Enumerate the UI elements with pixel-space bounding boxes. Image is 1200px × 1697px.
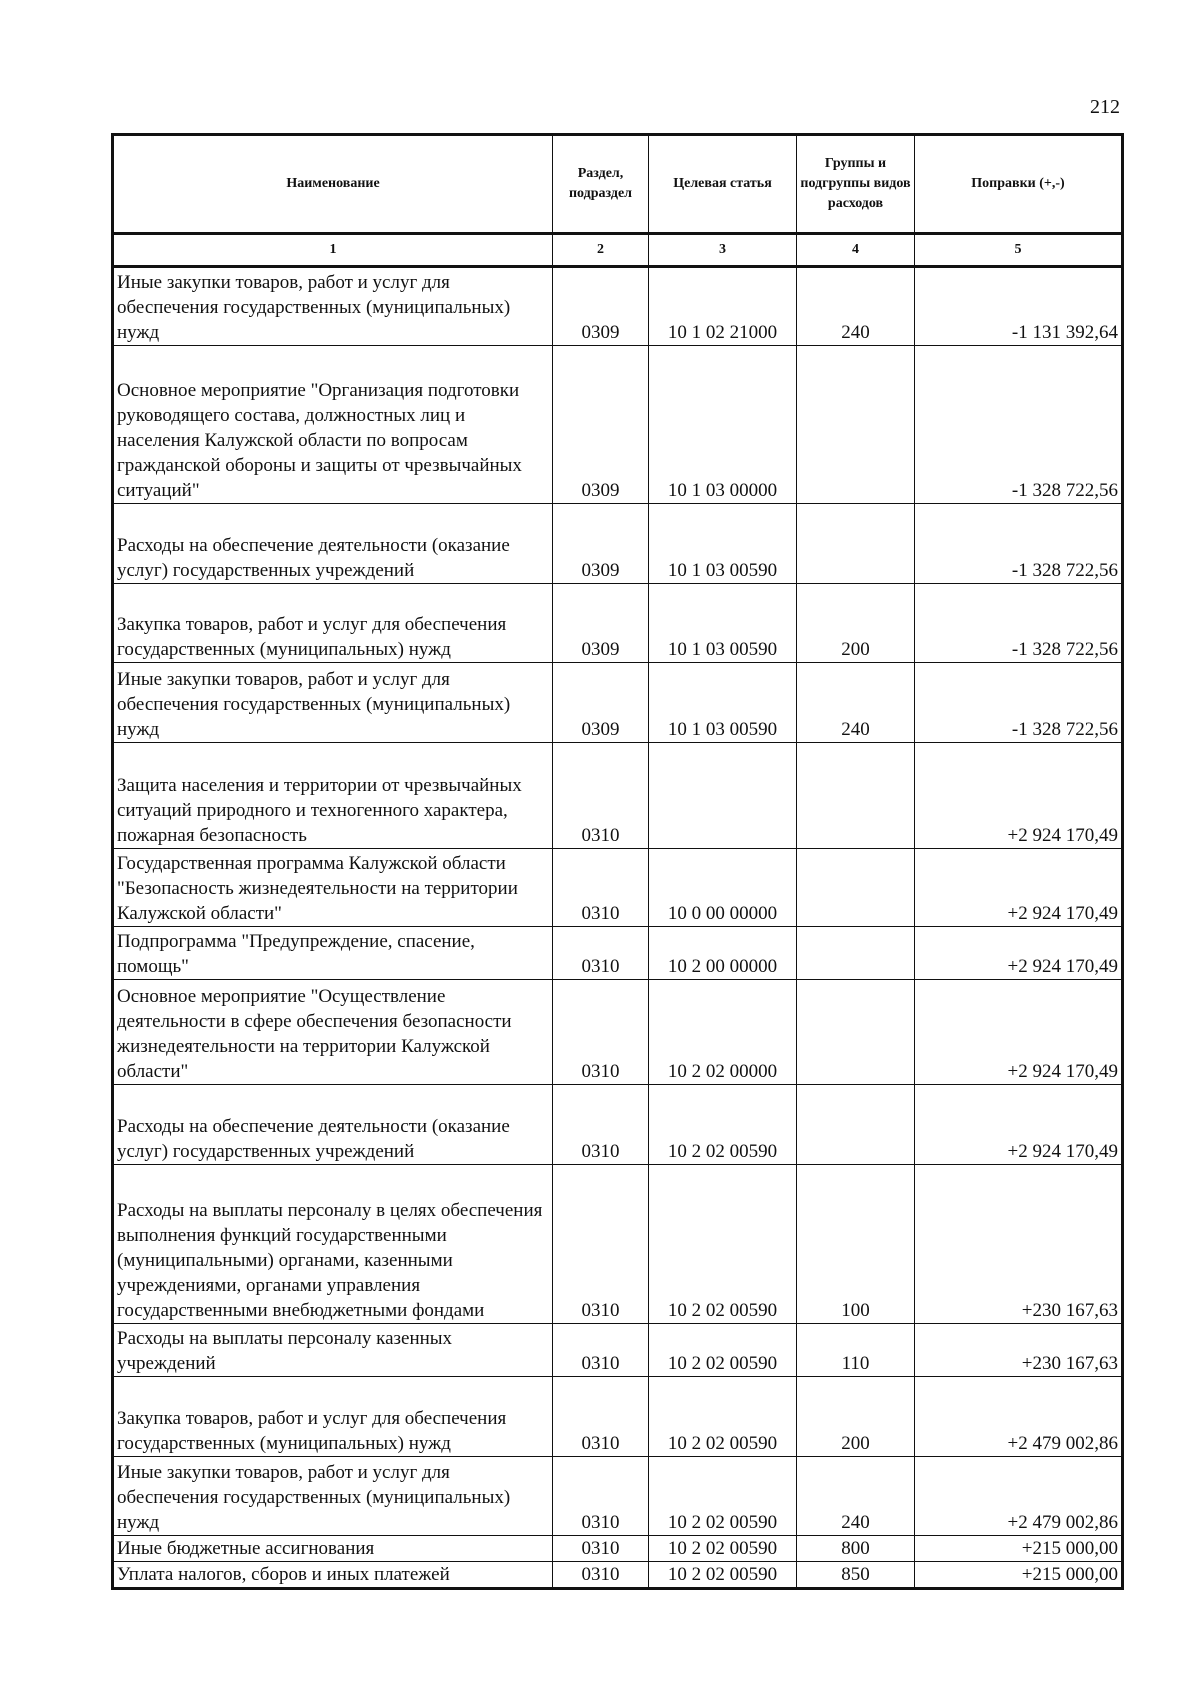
row-name: Закупка товаров, работ и услуг для обеспечения государственных (муниципальных) нужд — [113, 1377, 553, 1457]
row-section: 0310 — [553, 1324, 649, 1377]
row-name: Иные закупки товаров, работ и услуг для обеспечения государственных (муниципальных) нужд — [113, 1457, 553, 1536]
table-row — [113, 743, 1123, 849]
table-row — [113, 1324, 1123, 1377]
row-target: 10 2 02 00590 — [649, 1165, 797, 1324]
table-row — [113, 1536, 1123, 1562]
row-target — [649, 743, 797, 849]
row-amount: +2 924 170,49 — [915, 743, 1123, 849]
row-target: 10 2 02 00590 — [649, 1085, 797, 1165]
column-number: 2 — [553, 234, 649, 267]
row-group: 200 — [797, 584, 915, 663]
row-group — [797, 1085, 915, 1165]
row-group: 240 — [797, 1457, 915, 1536]
row-section: 0309 — [553, 584, 649, 663]
row-target: 10 1 03 00590 — [649, 663, 797, 743]
row-name: Расходы на обеспечение деятельности (оказание услуг) государственных учреждений — [113, 504, 553, 584]
row-section: 0310 — [553, 1457, 649, 1536]
row-section: 0310 — [553, 1562, 649, 1589]
column-number: 3 — [649, 234, 797, 267]
row-name: Основное мероприятие "Организация подготовки руководящего состава, должностных лиц и населения Калужской области по вопросам гражданской обороны и защиты от чрезвычайных ситуаций" — [113, 346, 553, 504]
row-name: Защита населения и территории от чрезвычайных ситуаций природного и техногенного характера, пожарная безопасность — [113, 743, 553, 849]
row-target: 10 0 00 00000 — [649, 849, 797, 927]
row-section: 0310 — [553, 849, 649, 927]
row-amount: +2 924 170,49 — [915, 927, 1123, 980]
row-name: Расходы на выплаты персоналу казенных учреждений — [113, 1324, 553, 1377]
row-amount: +2 479 002,86 — [915, 1457, 1123, 1536]
table-row — [113, 1457, 1123, 1536]
row-name: Подпрограмма "Предупреждение, спасение, помощь" — [113, 927, 553, 980]
column-number: 5 — [915, 234, 1123, 267]
table-row — [113, 849, 1123, 927]
row-target: 10 2 02 00000 — [649, 980, 797, 1085]
row-name: Государственная программа Калужской области "Безопасность жизнедеятельности на территории Калужской области" — [113, 849, 553, 927]
header-name: Наименование — [113, 135, 553, 234]
row-section: 0310 — [553, 980, 649, 1085]
row-amount: -1 328 722,56 — [915, 663, 1123, 743]
row-amount: +230 167,63 — [915, 1324, 1123, 1377]
row-section: 0309 — [553, 504, 649, 584]
column-number-row — [113, 234, 1123, 267]
row-group — [797, 927, 915, 980]
row-group: 850 — [797, 1562, 915, 1589]
row-group — [797, 743, 915, 849]
row-section: 0310 — [553, 1085, 649, 1165]
row-amount: +2 924 170,49 — [915, 849, 1123, 927]
row-group — [797, 346, 915, 504]
row-target: 10 1 03 00590 — [649, 584, 797, 663]
row-target: 10 1 02 21000 — [649, 267, 797, 346]
row-section: 0310 — [553, 1165, 649, 1324]
header-target: Целевая статья — [649, 135, 797, 234]
row-section: 0310 — [553, 743, 649, 849]
header-row — [113, 135, 1123, 234]
row-amount: +215 000,00 — [915, 1562, 1123, 1589]
row-name: Расходы на выплаты персоналу в целях обеспечения выполнения функций государственными (муниципальными) органами, казенными учреждениями, органами управления государственными внебюджетными фондами — [113, 1165, 553, 1324]
row-name: Иные бюджетные ассигнования — [113, 1536, 553, 1562]
row-group: 800 — [797, 1536, 915, 1562]
row-section: 0310 — [553, 1536, 649, 1562]
row-group: 240 — [797, 267, 915, 346]
row-name: Иные закупки товаров, работ и услуг для обеспечения государственных (муниципальных) нужд — [113, 267, 553, 346]
row-amount: -1 328 722,56 — [915, 346, 1123, 504]
row-section: 0309 — [553, 663, 649, 743]
row-target: 10 2 02 00590 — [649, 1324, 797, 1377]
row-target: 10 1 03 00590 — [649, 504, 797, 584]
table-row — [113, 927, 1123, 980]
row-target: 10 1 03 00000 — [649, 346, 797, 504]
row-amount: +2 924 170,49 — [915, 980, 1123, 1085]
row-name: Уплата налогов, сборов и иных платежей — [113, 1562, 553, 1589]
row-group — [797, 504, 915, 584]
row-name: Основное мероприятие "Осуществление деятельности в сфере обеспечения безопасности жизнедеятельности на территории Калужской области" — [113, 980, 553, 1085]
header-section: Раздел, подраздел — [553, 135, 649, 234]
table-header — [113, 135, 1123, 267]
budget-table — [111, 133, 1124, 1590]
table-row — [113, 1085, 1123, 1165]
row-group: 200 — [797, 1377, 915, 1457]
row-section: 0309 — [553, 346, 649, 504]
table-row — [113, 980, 1123, 1085]
row-target: 10 2 00 00000 — [649, 927, 797, 980]
row-amount: +230 167,63 — [915, 1165, 1123, 1324]
table-row — [113, 663, 1123, 743]
row-name: Иные закупки товаров, работ и услуг для обеспечения государственных (муниципальных) нужд — [113, 663, 553, 743]
row-amount: -1 131 392,64 — [915, 267, 1123, 346]
table-row — [113, 267, 1123, 346]
page-number: 212 — [1090, 96, 1120, 118]
table-body — [113, 267, 1123, 1589]
table-row — [113, 346, 1123, 504]
row-target: 10 2 02 00590 — [649, 1562, 797, 1589]
row-amount: -1 328 722,56 — [915, 504, 1123, 584]
header-amount: Поправки (+,-) — [915, 135, 1123, 234]
row-group: 110 — [797, 1324, 915, 1377]
row-amount: +2 924 170,49 — [915, 1085, 1123, 1165]
row-group: 240 — [797, 663, 915, 743]
table-row — [113, 1562, 1123, 1589]
table-row — [113, 1165, 1123, 1324]
row-group — [797, 849, 915, 927]
row-section: 0309 — [553, 267, 649, 346]
row-group — [797, 980, 915, 1085]
table-row — [113, 504, 1123, 584]
row-amount: -1 328 722,56 — [915, 584, 1123, 663]
row-target: 10 2 02 00590 — [649, 1377, 797, 1457]
row-target: 10 2 02 00590 — [649, 1457, 797, 1536]
table-row — [113, 584, 1123, 663]
column-number: 1 — [113, 234, 553, 267]
row-section: 0310 — [553, 1377, 649, 1457]
row-section: 0310 — [553, 927, 649, 980]
row-amount: +2 479 002,86 — [915, 1377, 1123, 1457]
table-row — [113, 1377, 1123, 1457]
row-name: Расходы на обеспечение деятельности (оказание услуг) государственных учреждений — [113, 1085, 553, 1165]
row-name: Закупка товаров, работ и услуг для обеспечения государственных (муниципальных) нужд — [113, 584, 553, 663]
row-amount: +215 000,00 — [915, 1536, 1123, 1562]
row-target: 10 2 02 00590 — [649, 1536, 797, 1562]
column-number: 4 — [797, 234, 915, 267]
row-group: 100 — [797, 1165, 915, 1324]
header-group: Группы и подгруппы видов расходов — [797, 135, 915, 234]
